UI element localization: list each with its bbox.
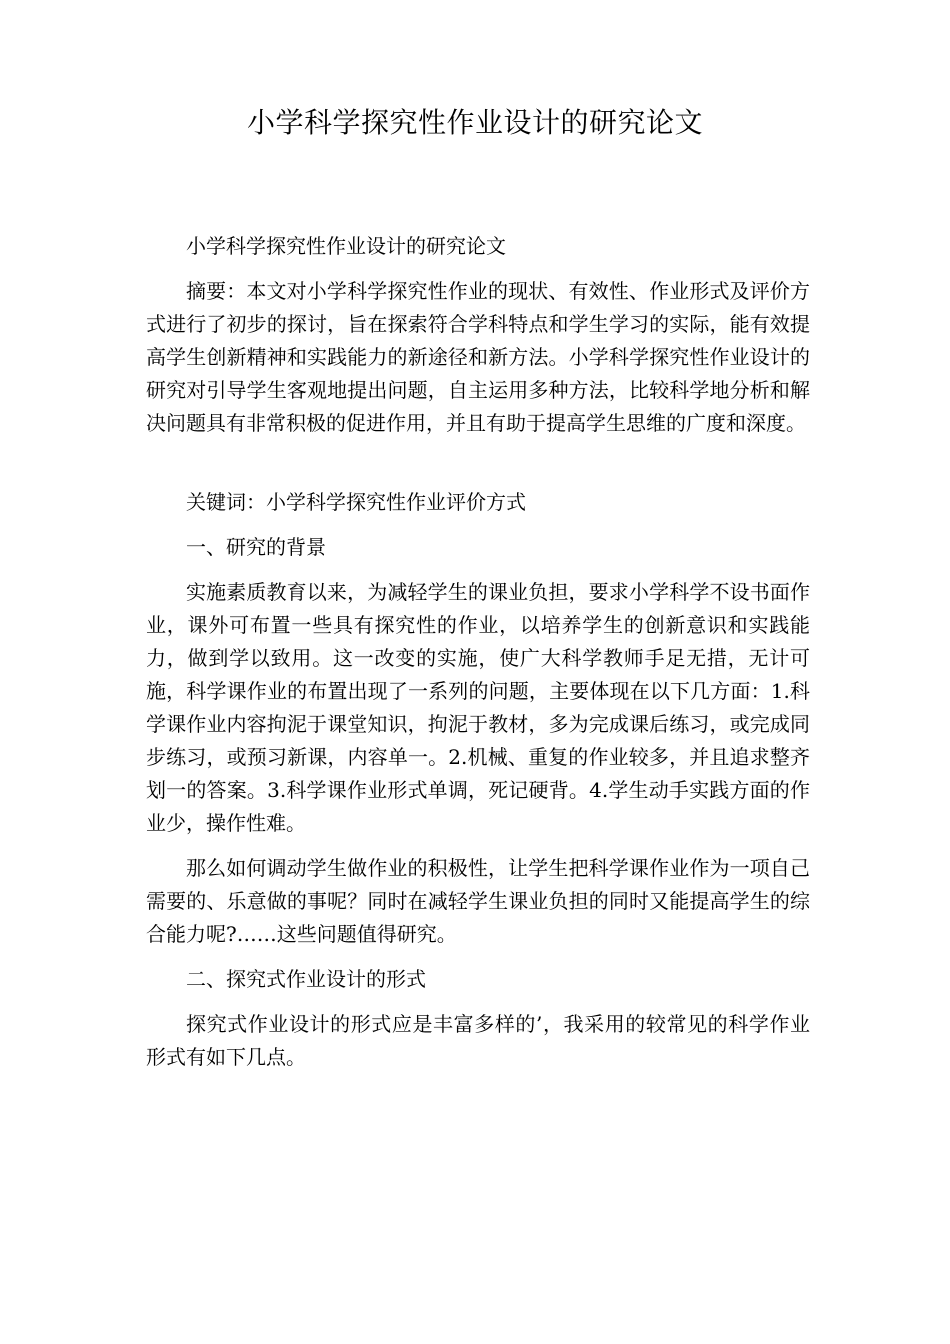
document-body — [146, 230, 810, 1086]
section-heading-background: 一、研究的背景 — [186, 535, 326, 559]
document-title: 小学科学探究性作业设计的研究论文 — [246, 106, 703, 139]
background-paragraph-2: 那么如何调动学生做作业的积极性，让学生把科学课作业作为一项自己需要的、乐意做的事呢？同时在减轻学生课业负担的同时又能提高学生的综合能力呢?……这些问题值得研究。 — [146, 856, 810, 946]
keywords-line: 关键词：小学科学探究性作业评价方式 — [186, 490, 526, 514]
spacer — [146, 452, 810, 486]
section-heading-forms: 二、探究式作业设计的形式 — [186, 967, 426, 991]
abstract-paragraph: 摘要：本文对小学科学探究性作业的现状、有效性、作业形式及评价方式进行了初步的探讨，旨在探索符合学科特点和学生学习的实际，能有效提高学生创新精神和实践能力的新途径和新方法。小学科学探究性作业设计的研究对引导学生客观地提出问题，自主运用多种方法，比较科学地分析和解决问题具有非常积极的促进作用，并且有助于提高学生思维的广度和深度。 — [146, 279, 810, 435]
background-paragraph-1: 实施素质教育以来，为减轻学生的课业负担，要求小学科学不设书面作业，课外可布置一些具有探究性的作业，以培养学生的创新意识和实践能力，做到学以致用。这一改变的实施，使广大科学教师手足无措，无计可施，科学课作业的布置出现了一系列的问题，主要体现在以下几方面：1.科学课作业内容拘泥于课堂知识，拘泥于教材，多为完成课后练习，或完成同步练习，或预习新课，内容单一。2.机械、重复的作业较多，并且追求整齐划一的答案。3.科学课作业形式单调，死记硬背。4.学生动手实践方面的作业少，操作性难。 — [146, 580, 810, 835]
forms-paragraph-1: 探究式作业设计的形式应是丰富多样的’，我采用的较常见的科学作业形式有如下几点。 — [146, 1012, 810, 1069]
subtitle: 小学科学探究性作业设计的研究论文 — [186, 234, 506, 258]
